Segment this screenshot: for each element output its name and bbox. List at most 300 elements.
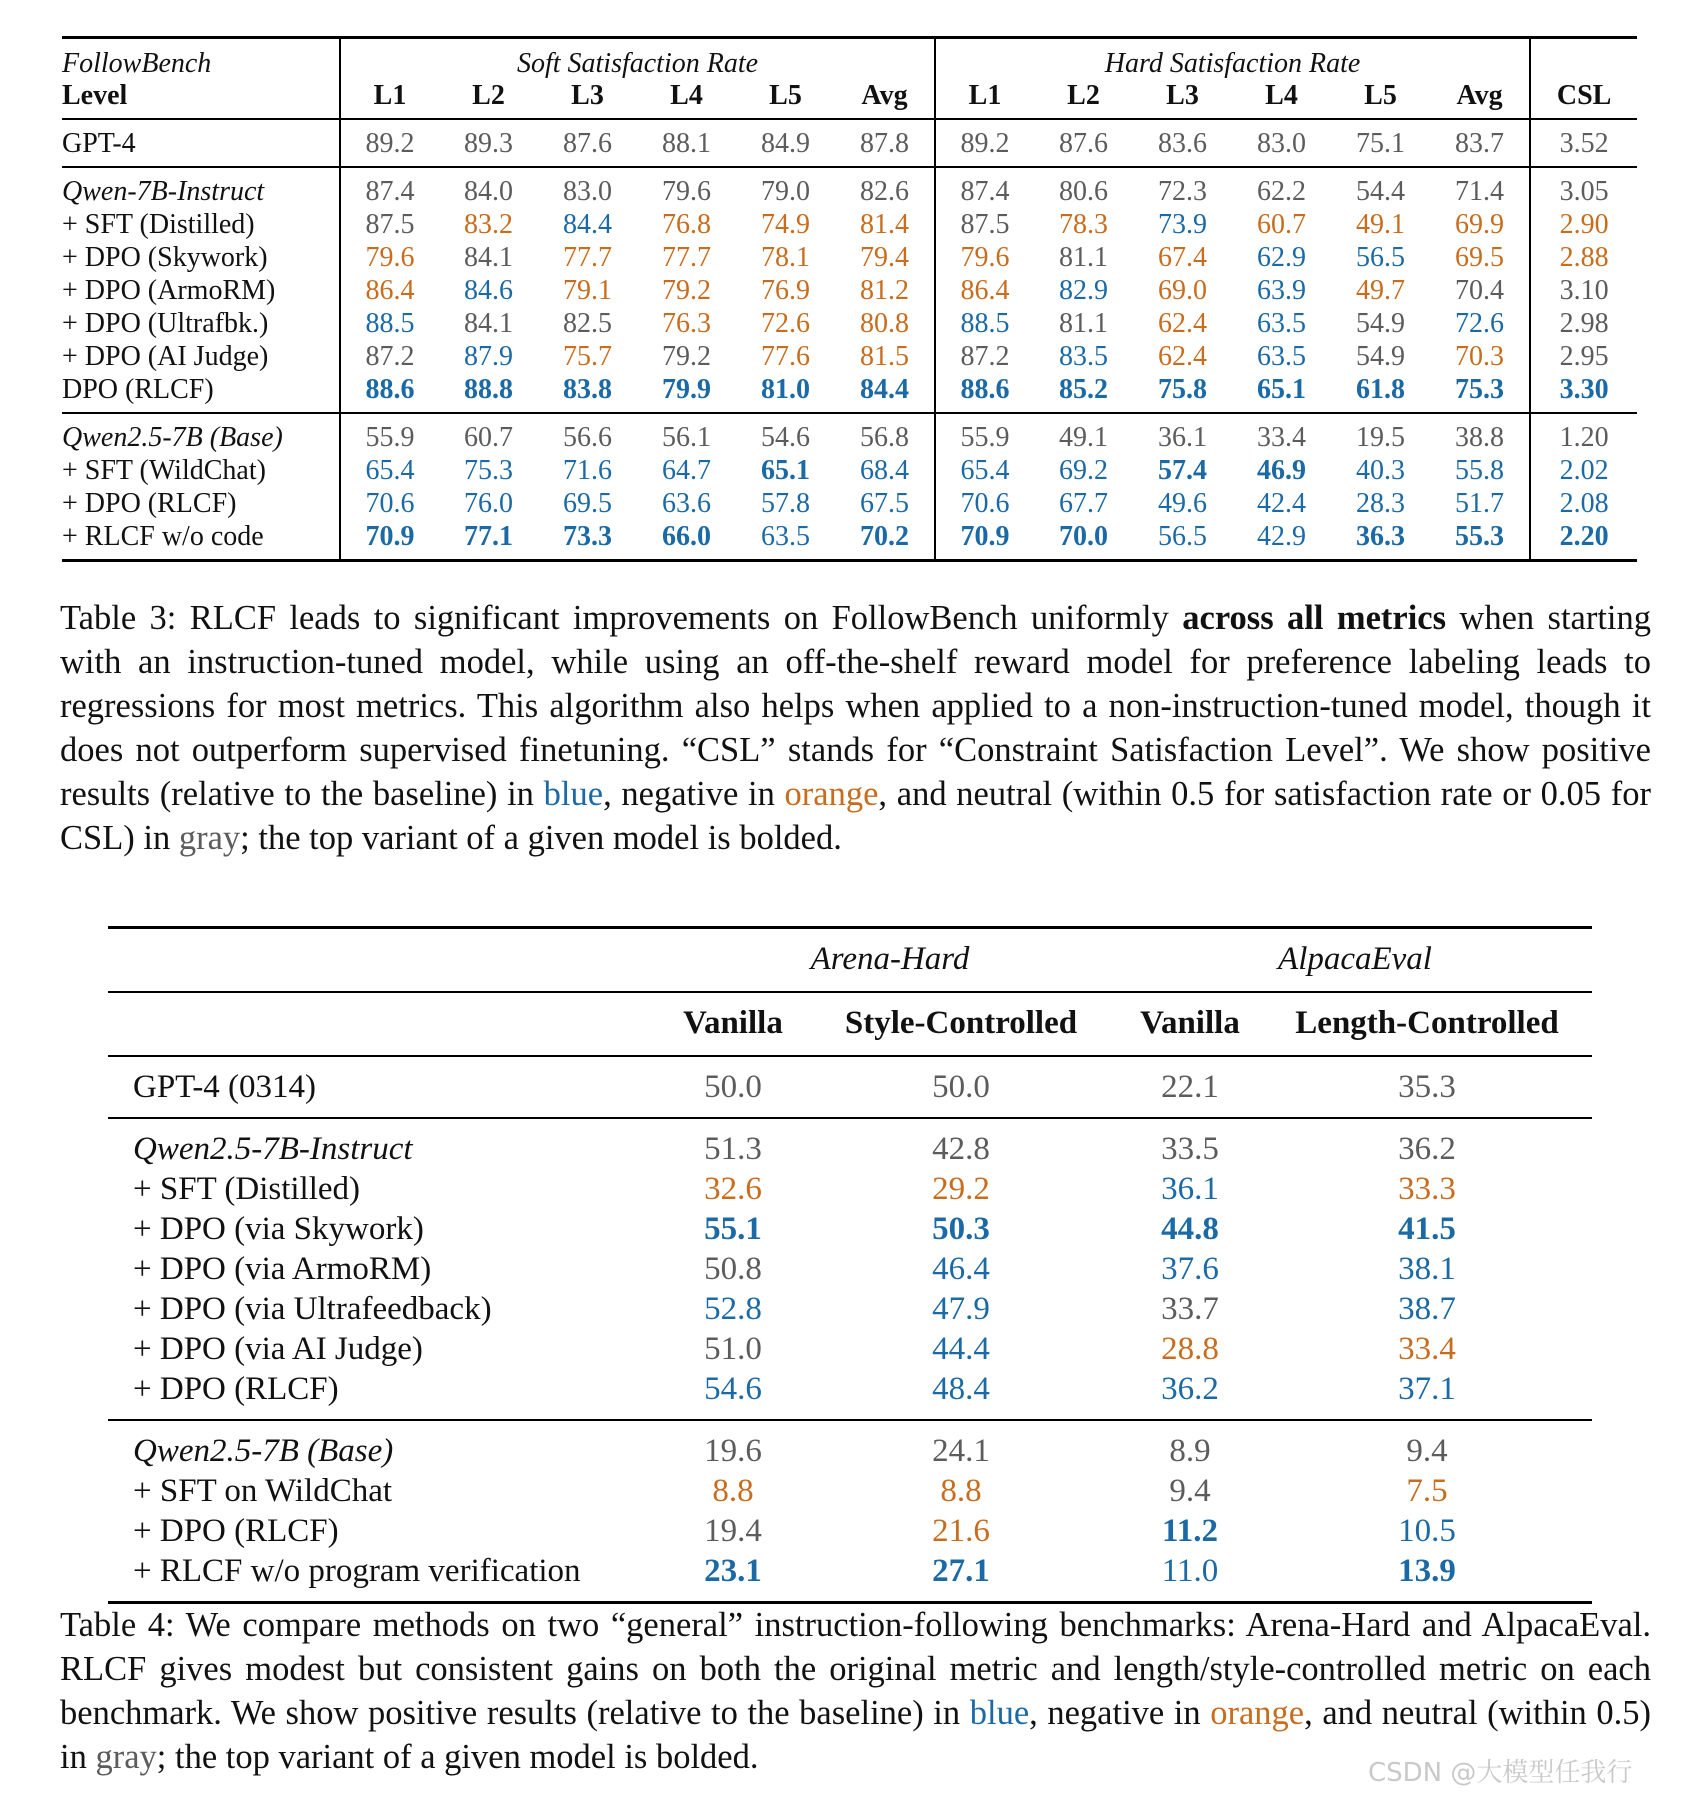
hard-value-cell: 67.7 [1059, 488, 1108, 519]
hard-value-cell: 87.6 [1059, 128, 1108, 159]
column-header: Vanilla [683, 1005, 783, 1041]
value-cell: 32.6 [704, 1171, 762, 1207]
hard-value-cell: 70.9 [960, 521, 1010, 552]
hard-value-cell: 36.3 [1356, 521, 1405, 552]
soft-value-cell: 78.1 [761, 242, 810, 273]
value-cell: 38.1 [1398, 1251, 1456, 1287]
soft-value-cell: 77.7 [662, 242, 711, 273]
row-label: + SFT on WildChat [133, 1473, 393, 1509]
hard-value-cell: 69.5 [1430, 241, 1530, 274]
row-label: + RLCF w/o code [62, 520, 340, 561]
value-cell: 50.0 [704, 1069, 762, 1105]
hard-value-cell: 54.9 [1356, 308, 1405, 339]
soft-value-cell: 65.1 [761, 455, 810, 486]
hard-value-cell: 87.2 [960, 341, 1010, 372]
hard-value-cell: 42.4 [1257, 488, 1306, 519]
value-cell: 19.4 [704, 1513, 762, 1549]
column-header: Style-Controlled [844, 1005, 1078, 1041]
hard-value-cell: 70.0 [1059, 521, 1108, 552]
value-cell: 44.8 [1161, 1211, 1219, 1247]
soft-value-cell: 81.2 [835, 274, 935, 307]
row-label: GPT-4 (0314) [133, 1069, 317, 1105]
hard-value-cell: 67.4 [1158, 242, 1207, 273]
soft-value-cell: 73.3 [563, 521, 612, 552]
table-4-grid [108, 926, 1592, 1604]
caption-text: Table 4: We compare methods on two “general” instruction-following benchmarks: Arena-Hard and AlpacaEval. RLCF gives modest but consistent gains on both the original metric and length/style-controlled metric on each benchmark. We show positive results (relative to the baseline) in [60, 1606, 1651, 1732]
row-label: + SFT (Distilled) [62, 208, 340, 241]
csl-value-cell: 2.90 [1559, 209, 1609, 240]
soft-value-cell: 76.9 [761, 275, 810, 306]
table-3-base-section [62, 413, 1637, 561]
column-header: L5 [1364, 80, 1397, 111]
column-header: Length-Controlled [1295, 1005, 1559, 1041]
value-cell: 23.1 [704, 1553, 762, 1589]
row-label: + DPO (RLCF) [133, 1371, 339, 1407]
soft-value-cell: 79.2 [662, 341, 711, 372]
row-label: Qwen2.5-7B (Base) [62, 413, 340, 454]
hard-value-cell: 85.2 [1059, 374, 1108, 405]
soft-value-cell: 63.5 [761, 521, 810, 552]
hard-value-cell: 61.8 [1356, 374, 1405, 405]
caption-text: , negative in [1029, 1694, 1211, 1732]
value-cell: 36.2 [1398, 1131, 1456, 1167]
caption-blue-word: blue [543, 775, 604, 813]
table-row [108, 1420, 1592, 1471]
row-label: Qwen-7B-Instruct [62, 167, 340, 208]
row-label: + DPO (RLCF) [133, 1513, 339, 1549]
value-cell: 29.2 [932, 1171, 990, 1207]
value-cell: 50.3 [932, 1211, 990, 1247]
row-label: + DPO (via AI Judge) [133, 1331, 423, 1367]
soft-value-cell: 87.5 [365, 209, 415, 240]
table-row [108, 1056, 1592, 1118]
hard-value-cell: 63.5 [1257, 341, 1306, 372]
soft-value-cell: 64.7 [662, 455, 711, 486]
hard-value-cell: 28.3 [1356, 488, 1405, 519]
soft-value-cell: 75.3 [464, 455, 513, 486]
hard-value-cell: 87.5 [960, 209, 1010, 240]
hard-value-cell: 62.4 [1158, 341, 1207, 372]
value-cell: 42.8 [932, 1131, 990, 1167]
hard-value-cell: 42.9 [1257, 521, 1306, 552]
hard-value-cell: 81.1 [1059, 308, 1108, 339]
hard-value-cell: 81.1 [1059, 242, 1108, 273]
hard-value-cell: 89.2 [960, 128, 1010, 159]
value-cell: 35.3 [1398, 1069, 1456, 1105]
hard-value-cell: 56.5 [1158, 521, 1207, 552]
csl-value-cell: 2.95 [1559, 341, 1609, 372]
hard-value-cell: 62.4 [1158, 308, 1207, 339]
csl-value-cell: 3.30 [1559, 374, 1609, 405]
soft-value-cell: 84.0 [464, 176, 513, 207]
soft-value-cell: 88.5 [365, 308, 415, 339]
row-label: + DPO (AI Judge) [62, 340, 340, 373]
column-header: L2 [1067, 80, 1100, 111]
caption-text: , and neutral (within 0.5 for satisfaction rate or 0.05 for CSL) in [60, 775, 1651, 857]
hard-value-cell: 83.7 [1430, 119, 1530, 167]
value-cell: 36.1 [1161, 1171, 1219, 1207]
value-cell: 28.8 [1161, 1331, 1219, 1367]
hard-value-cell: 72.6 [1430, 307, 1530, 340]
hard-value-cell: 69.9 [1430, 208, 1530, 241]
arena-hard-header: Arena-Hard [810, 941, 970, 977]
soft-value-cell: 55.9 [365, 422, 415, 453]
hard-value-cell: 33.4 [1257, 422, 1306, 453]
hard-value-cell: 36.1 [1158, 422, 1207, 453]
hard-value-cell: 72.3 [1158, 176, 1207, 207]
table-row [108, 1471, 1592, 1511]
hard-value-cell: 55.8 [1430, 454, 1530, 487]
row-label: + SFT (Distilled) [133, 1171, 361, 1207]
hard-value-cell: 87.4 [960, 176, 1010, 207]
column-header: Avg [1430, 79, 1530, 119]
value-cell: 21.6 [932, 1513, 990, 1549]
row-label: + DPO (Skywork) [62, 241, 340, 274]
table-4-header-row-1 [108, 928, 1592, 993]
soft-value-cell: 66.0 [662, 521, 711, 552]
hard-value-cell: 83.0 [1257, 128, 1306, 159]
row-label: + DPO (via ArmoRM) [133, 1251, 432, 1287]
row-label: + DPO (ArmoRM) [62, 274, 340, 307]
watermark: CSDN @大模型任我行 [1368, 1758, 1633, 1788]
table-3-gpt4-section [62, 119, 1637, 167]
caption-bold-text: across all metrics [1182, 599, 1447, 637]
table-row [108, 1511, 1592, 1551]
csl-value-cell: 2.88 [1559, 242, 1609, 273]
table-row [108, 1329, 1592, 1369]
csl-value-cell: 2.20 [1559, 521, 1609, 552]
soft-value-cell: 88.8 [464, 374, 513, 405]
benchmark-name: FollowBench [62, 38, 340, 80]
hard-value-cell: 54.4 [1356, 176, 1405, 207]
hard-value-cell: 63.9 [1257, 275, 1306, 306]
soft-value-cell: 87.8 [835, 119, 935, 167]
soft-value-cell: 69.5 [563, 488, 612, 519]
soft-value-cell: 67.5 [835, 487, 935, 520]
value-cell: 33.7 [1161, 1291, 1219, 1327]
soft-value-cell: 87.6 [563, 128, 612, 159]
csl-value-cell: 3.05 [1559, 176, 1609, 207]
soft-value-cell: 84.4 [563, 209, 612, 240]
table-row [108, 1209, 1592, 1249]
row-label: + DPO (Ultrafbk.) [62, 307, 340, 340]
column-header: Vanilla [1140, 1005, 1240, 1041]
soft-value-cell: 74.9 [761, 209, 810, 240]
hard-value-cell: 46.9 [1257, 455, 1306, 486]
column-header: L3 [1166, 80, 1199, 111]
soft-value-cell: 82.5 [563, 308, 612, 339]
soft-value-cell: 84.4 [835, 373, 935, 413]
hard-value-cell: 55.9 [960, 422, 1010, 453]
soft-value-cell: 88.6 [365, 374, 415, 405]
caption-text: ; the top variant of a given model is bolded. [156, 1738, 759, 1776]
table-row [62, 413, 1637, 454]
soft-value-cell: 70.9 [365, 521, 415, 552]
hard-value-cell: 49.1 [1059, 422, 1108, 453]
soft-value-cell: 83.8 [563, 374, 612, 405]
value-cell: 37.1 [1398, 1371, 1456, 1407]
table-4-base-section [108, 1420, 1592, 1603]
value-cell: 55.1 [704, 1211, 762, 1247]
soft-value-cell: 87.9 [464, 341, 513, 372]
level-header: Level [62, 79, 340, 119]
row-label: DPO (RLCF) [62, 373, 340, 413]
value-cell: 48.4 [932, 1371, 990, 1407]
table-4-gpt4-section [108, 1056, 1592, 1118]
hard-value-cell: 55.3 [1430, 520, 1530, 561]
caption-orange-word: orange [784, 775, 879, 813]
soft-value-cell: 79.2 [662, 275, 711, 306]
soft-value-cell: 81.0 [761, 374, 810, 405]
column-header: L2 [472, 80, 505, 111]
hard-value-cell: 63.5 [1257, 308, 1306, 339]
hard-value-cell: 51.7 [1430, 487, 1530, 520]
table-3-instruct-section [62, 167, 1637, 413]
hard-value-cell: 49.6 [1158, 488, 1207, 519]
soft-value-cell: 56.1 [662, 422, 711, 453]
value-cell: 33.5 [1161, 1131, 1219, 1167]
value-cell: 41.5 [1398, 1211, 1456, 1247]
hard-value-cell: 75.3 [1430, 373, 1530, 413]
hard-value-cell: 49.1 [1356, 209, 1405, 240]
value-cell: 7.5 [1406, 1473, 1448, 1509]
table-row [108, 1249, 1592, 1289]
soft-value-cell: 77.6 [761, 341, 810, 372]
soft-value-cell: 79.0 [761, 176, 810, 207]
hard-value-cell: 56.5 [1356, 242, 1405, 273]
row-label: + DPO (via Ultrafeedback) [133, 1291, 492, 1327]
soft-value-cell: 79.4 [835, 241, 935, 274]
table-4-header-row-2 [108, 992, 1592, 1056]
table-row [62, 520, 1637, 561]
table-row [108, 1369, 1592, 1420]
table-row [62, 241, 1637, 274]
soft-value-cell: 81.4 [835, 208, 935, 241]
value-cell: 27.1 [932, 1553, 990, 1589]
soft-value-cell: 77.1 [464, 521, 513, 552]
soft-value-cell: 79.1 [563, 275, 612, 306]
table-3-header-row-1 [62, 38, 1637, 80]
value-cell: 10.5 [1398, 1513, 1456, 1549]
value-cell: 51.0 [704, 1331, 762, 1367]
soft-value-cell: 87.4 [365, 176, 415, 207]
column-header: Avg [835, 79, 935, 119]
soft-value-cell: 84.1 [464, 242, 513, 273]
table-row [62, 340, 1637, 373]
soft-value-cell: 56.6 [563, 422, 612, 453]
row-label: Qwen2.5-7B-Instruct [133, 1131, 413, 1167]
value-cell: 33.3 [1398, 1171, 1456, 1207]
column-header: L4 [670, 80, 703, 111]
soft-value-cell: 83.2 [464, 209, 513, 240]
table-row [108, 1169, 1592, 1209]
hard-value-cell: 38.8 [1430, 413, 1530, 454]
value-cell: 50.8 [704, 1251, 762, 1287]
value-cell: 13.9 [1398, 1553, 1456, 1589]
hard-value-cell: 82.9 [1059, 275, 1108, 306]
hard-value-cell: 62.2 [1257, 176, 1306, 207]
row-label: Qwen2.5-7B (Base) [133, 1433, 394, 1469]
alpacaeval-header: AlpacaEval [1278, 941, 1432, 977]
hard-value-cell: 88.5 [960, 308, 1010, 339]
hard-value-cell: 54.9 [1356, 341, 1405, 372]
hard-value-cell: 70.4 [1430, 274, 1530, 307]
hard-value-cell: 69.2 [1059, 455, 1108, 486]
soft-value-cell: 79.6 [365, 242, 415, 273]
soft-satisfaction-header: Soft Satisfaction Rate [340, 38, 935, 80]
soft-value-cell: 76.0 [464, 488, 513, 519]
soft-value-cell: 81.5 [835, 340, 935, 373]
table-3-grid [62, 36, 1637, 562]
row-label: + SFT (WildChat) [62, 454, 340, 487]
value-cell: 46.4 [932, 1251, 990, 1287]
soft-value-cell: 57.8 [761, 488, 810, 519]
hard-value-cell: 75.8 [1158, 374, 1207, 405]
soft-value-cell: 89.2 [365, 128, 415, 159]
soft-value-cell: 76.3 [662, 308, 711, 339]
hard-satisfaction-header: Hard Satisfaction Rate [935, 38, 1530, 80]
value-cell: 47.9 [932, 1291, 990, 1327]
value-cell: 33.4 [1398, 1331, 1456, 1367]
value-cell: 51.3 [704, 1131, 762, 1167]
csl-header: CSL [1556, 80, 1612, 111]
hard-value-cell: 86.4 [960, 275, 1010, 306]
hard-value-cell: 70.6 [960, 488, 1010, 519]
csl-value-cell: 2.08 [1559, 488, 1609, 519]
soft-value-cell: 70.6 [365, 488, 415, 519]
hard-value-cell: 70.3 [1430, 340, 1530, 373]
hard-value-cell: 83.6 [1158, 128, 1207, 159]
soft-value-cell: 84.1 [464, 308, 513, 339]
hard-value-cell: 49.7 [1356, 275, 1405, 306]
table-3-caption [60, 596, 1651, 860]
caption-orange-word: orange [1210, 1694, 1305, 1732]
soft-value-cell: 71.6 [563, 455, 612, 486]
hard-value-cell: 78.3 [1059, 209, 1108, 240]
column-header: L3 [571, 80, 604, 111]
soft-value-cell: 84.6 [464, 275, 513, 306]
caption-text: when starting with an instruction-tuned model, while using an off-the-shelf reward model for preference labeling leads to regressions for most metrics. This algorithm also helps when applied to a non-instruction-tuned model, though it does not outperform supervised finetuning. “CSL” stands for “Constraint Satisfaction Level”. We show positive results (relative to the baseline) in [60, 599, 1652, 813]
hard-value-cell: 71.4 [1430, 167, 1530, 208]
value-cell: 22.1 [1161, 1069, 1219, 1105]
table-row [62, 167, 1637, 208]
soft-value-cell: 75.7 [563, 341, 612, 372]
caption-blue-word: blue [969, 1694, 1030, 1732]
hard-value-cell: 65.1 [1257, 374, 1306, 405]
hard-value-cell: 65.4 [960, 455, 1010, 486]
table-row [108, 1118, 1592, 1169]
table-row [62, 208, 1637, 241]
table-row [108, 1551, 1592, 1603]
soft-value-cell: 70.2 [835, 520, 935, 561]
value-cell: 9.4 [1406, 1433, 1448, 1469]
soft-value-cell: 54.6 [761, 422, 810, 453]
soft-value-cell: 63.6 [662, 488, 711, 519]
value-cell: 52.8 [704, 1291, 762, 1327]
soft-value-cell: 87.2 [365, 341, 415, 372]
value-cell: 11.2 [1162, 1513, 1218, 1549]
value-cell: 44.4 [932, 1331, 990, 1367]
hard-value-cell: 80.6 [1059, 176, 1108, 207]
caption-gray-word: gray [178, 819, 241, 857]
caption-gray-word: gray [95, 1738, 157, 1776]
column-header: L1 [373, 80, 407, 111]
value-cell: 19.6 [704, 1433, 762, 1469]
value-cell: 37.6 [1161, 1251, 1219, 1287]
value-cell: 8.8 [712, 1473, 754, 1509]
hard-value-cell: 57.4 [1158, 455, 1207, 486]
soft-value-cell: 82.6 [835, 167, 935, 208]
table-4-instruct-section [108, 1118, 1592, 1420]
soft-value-cell: 77.7 [563, 242, 612, 273]
table-row [62, 307, 1637, 340]
row-label: + DPO (via Skywork) [133, 1211, 424, 1247]
hard-value-cell: 79.6 [960, 242, 1010, 273]
value-cell: 9.4 [1169, 1473, 1211, 1509]
soft-value-cell: 76.8 [662, 209, 711, 240]
table-4 [108, 926, 1592, 1604]
csl-value-cell: 2.98 [1559, 308, 1609, 339]
soft-value-cell: 79.6 [662, 176, 711, 207]
soft-value-cell: 88.1 [662, 128, 711, 159]
hard-value-cell: 40.3 [1356, 455, 1405, 486]
hard-value-cell: 83.5 [1059, 341, 1108, 372]
value-cell: 8.9 [1169, 1433, 1211, 1469]
soft-value-cell: 80.8 [835, 307, 935, 340]
hard-value-cell: 88.6 [960, 374, 1010, 405]
table-row [62, 373, 1637, 413]
table-3 [62, 36, 1637, 562]
caption-text: , and neutral (within 0.5) in [60, 1694, 1651, 1776]
soft-value-cell: 72.6 [761, 308, 810, 339]
soft-value-cell: 86.4 [365, 275, 415, 306]
row-label: + DPO (RLCF) [62, 487, 340, 520]
csl-value-cell: 2.02 [1559, 455, 1609, 486]
hard-value-cell: 19.5 [1356, 422, 1405, 453]
table-row [62, 487, 1637, 520]
value-cell: 11.0 [1161, 1553, 1219, 1589]
table-row [62, 119, 1637, 167]
hard-value-cell: 69.0 [1158, 275, 1207, 306]
hard-value-cell: 60.7 [1257, 209, 1306, 240]
soft-value-cell: 56.8 [835, 413, 935, 454]
csl-value-cell: 3.10 [1559, 275, 1609, 306]
row-label: + RLCF w/o program verification [133, 1553, 581, 1589]
caption-text: Table 3: RLCF leads to significant improvements on FollowBench uniformly [60, 599, 1183, 637]
caption-text: ; the top variant of a given model is bolded. [240, 819, 842, 857]
soft-value-cell: 84.9 [761, 128, 810, 159]
soft-value-cell: 79.9 [662, 374, 711, 405]
soft-value-cell: 89.3 [464, 128, 513, 159]
soft-value-cell: 60.7 [464, 422, 513, 453]
table-row [108, 1289, 1592, 1329]
hard-value-cell: 62.9 [1257, 242, 1306, 273]
csl-value-cell: 3.52 [1559, 128, 1609, 159]
hard-value-cell: 75.1 [1356, 128, 1405, 159]
caption-text: , negative in [603, 775, 785, 813]
column-header: L1 [968, 80, 1002, 111]
value-cell: 38.7 [1398, 1291, 1456, 1327]
table-row [62, 274, 1637, 307]
table-row [62, 454, 1637, 487]
soft-value-cell: 83.0 [563, 176, 612, 207]
value-cell: 8.8 [940, 1473, 982, 1509]
soft-value-cell: 68.4 [835, 454, 935, 487]
value-cell: 50.0 [932, 1069, 990, 1105]
value-cell: 24.1 [932, 1433, 990, 1469]
column-header: L5 [769, 80, 802, 111]
hard-value-cell: 73.9 [1158, 209, 1207, 240]
